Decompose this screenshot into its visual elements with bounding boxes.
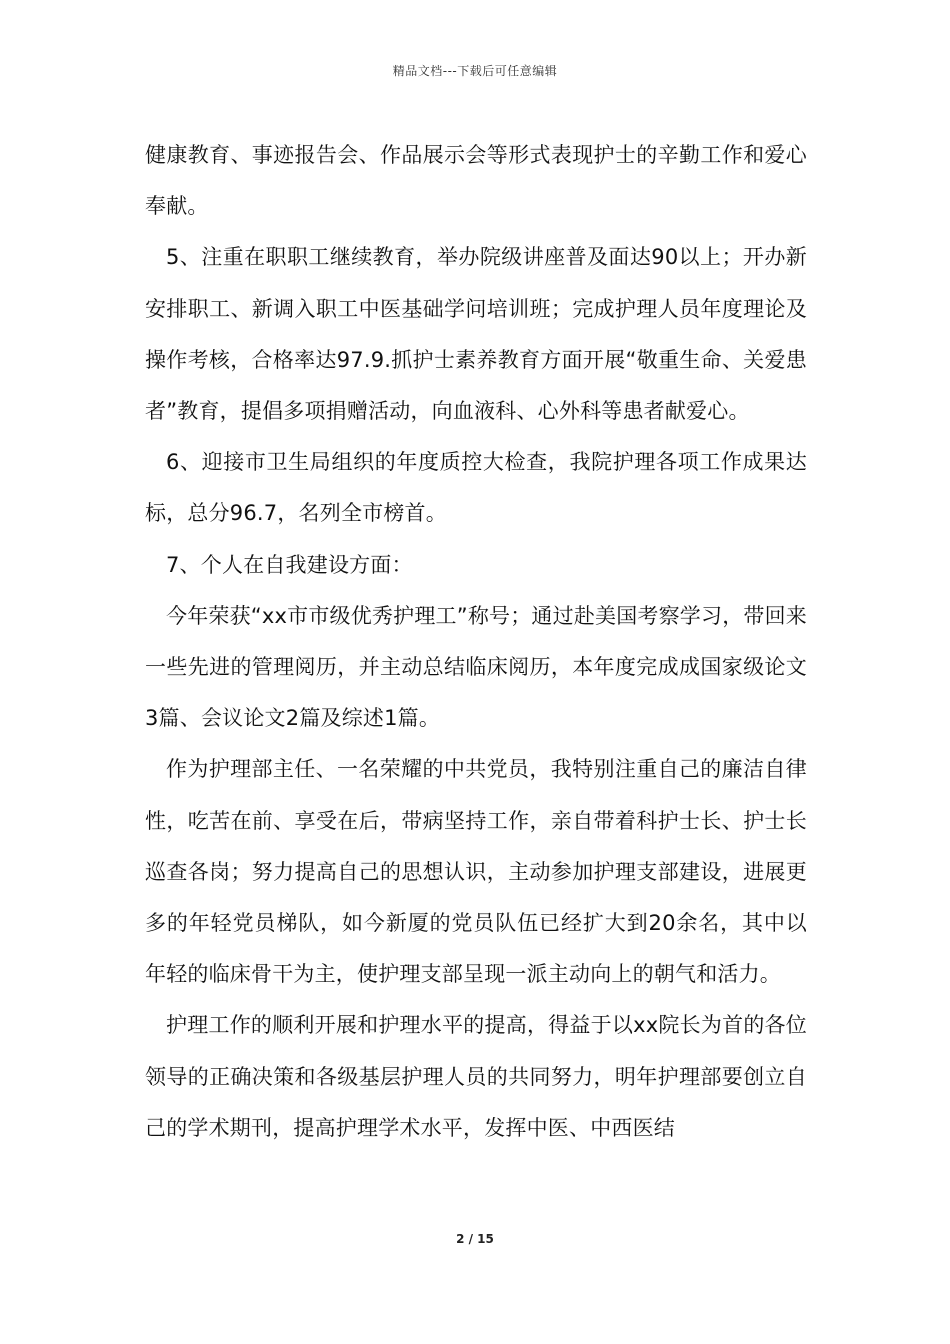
paragraph-item-5: 5、注重在职职工继续教育，举办院级讲座普及面达90以上；开办新安排职工、新调入职工中医基础学问培训班；完成护理人员年度理论及操作考核，合格率达97.9.抓护士素养教育方面开展“敬重生命、关爱患者”教育，提倡多项捐赠活动，向血液科、心外科等患者献爱心。 [145,245,807,424]
paragraph-item-7: 7、个人在自我建设方面： [166,552,413,577]
paragraph-self-discipline: 作为护理部主任、一名荣耀的中共党员，我特别注重自己的廉洁自律性，吃苦在前、享受在后，带病坚持工作，亲自带着科护士长、护士长巡查各岗；努力提高自己的思想认识，主动参加护理支部建设，进展更多的年轻党员梯队，如今新厦的党员队伍已经扩大到20余名，其中以年轻的临床骨干为主，使护理支部呈现一派主动向上的朝气和活力。 [145,757,807,987]
paragraph-outlook: 护理工作的顺利开展和护理水平的提高，得益于以xx院长为首的各位领导的正确决策和各级基层护理人员的共同努力，明年护理部要创立自己的学术期刊，提高护理学术水平，发挥中医、中西医结 [145,1013,807,1140]
page-number: 2 / 15 [456,1232,494,1246]
document-body [145,130,807,1154]
paragraph-continuation: 健康教育、事迹报告会、作品展示会等形式表现护士的辛勤工作和爱心奉献。 [145,143,807,219]
paragraph-item-6: 6、迎接市卫生局组织的年度质控大检查，我院护理各项工作成果达标，总分96.7，名列全市榜首。 [145,450,807,526]
paragraph-honors: 今年荣获“xx市市级优秀护理工”称号；通过赴美国考察学习，带回来一些先进的管理阅历，并主动总结临床阅历，本年度完成成国家级论文3篇、会议论文2篇及综述1篇。 [145,603,808,731]
page-header: 精品文档---下载后可任意编辑 [392,64,558,78]
